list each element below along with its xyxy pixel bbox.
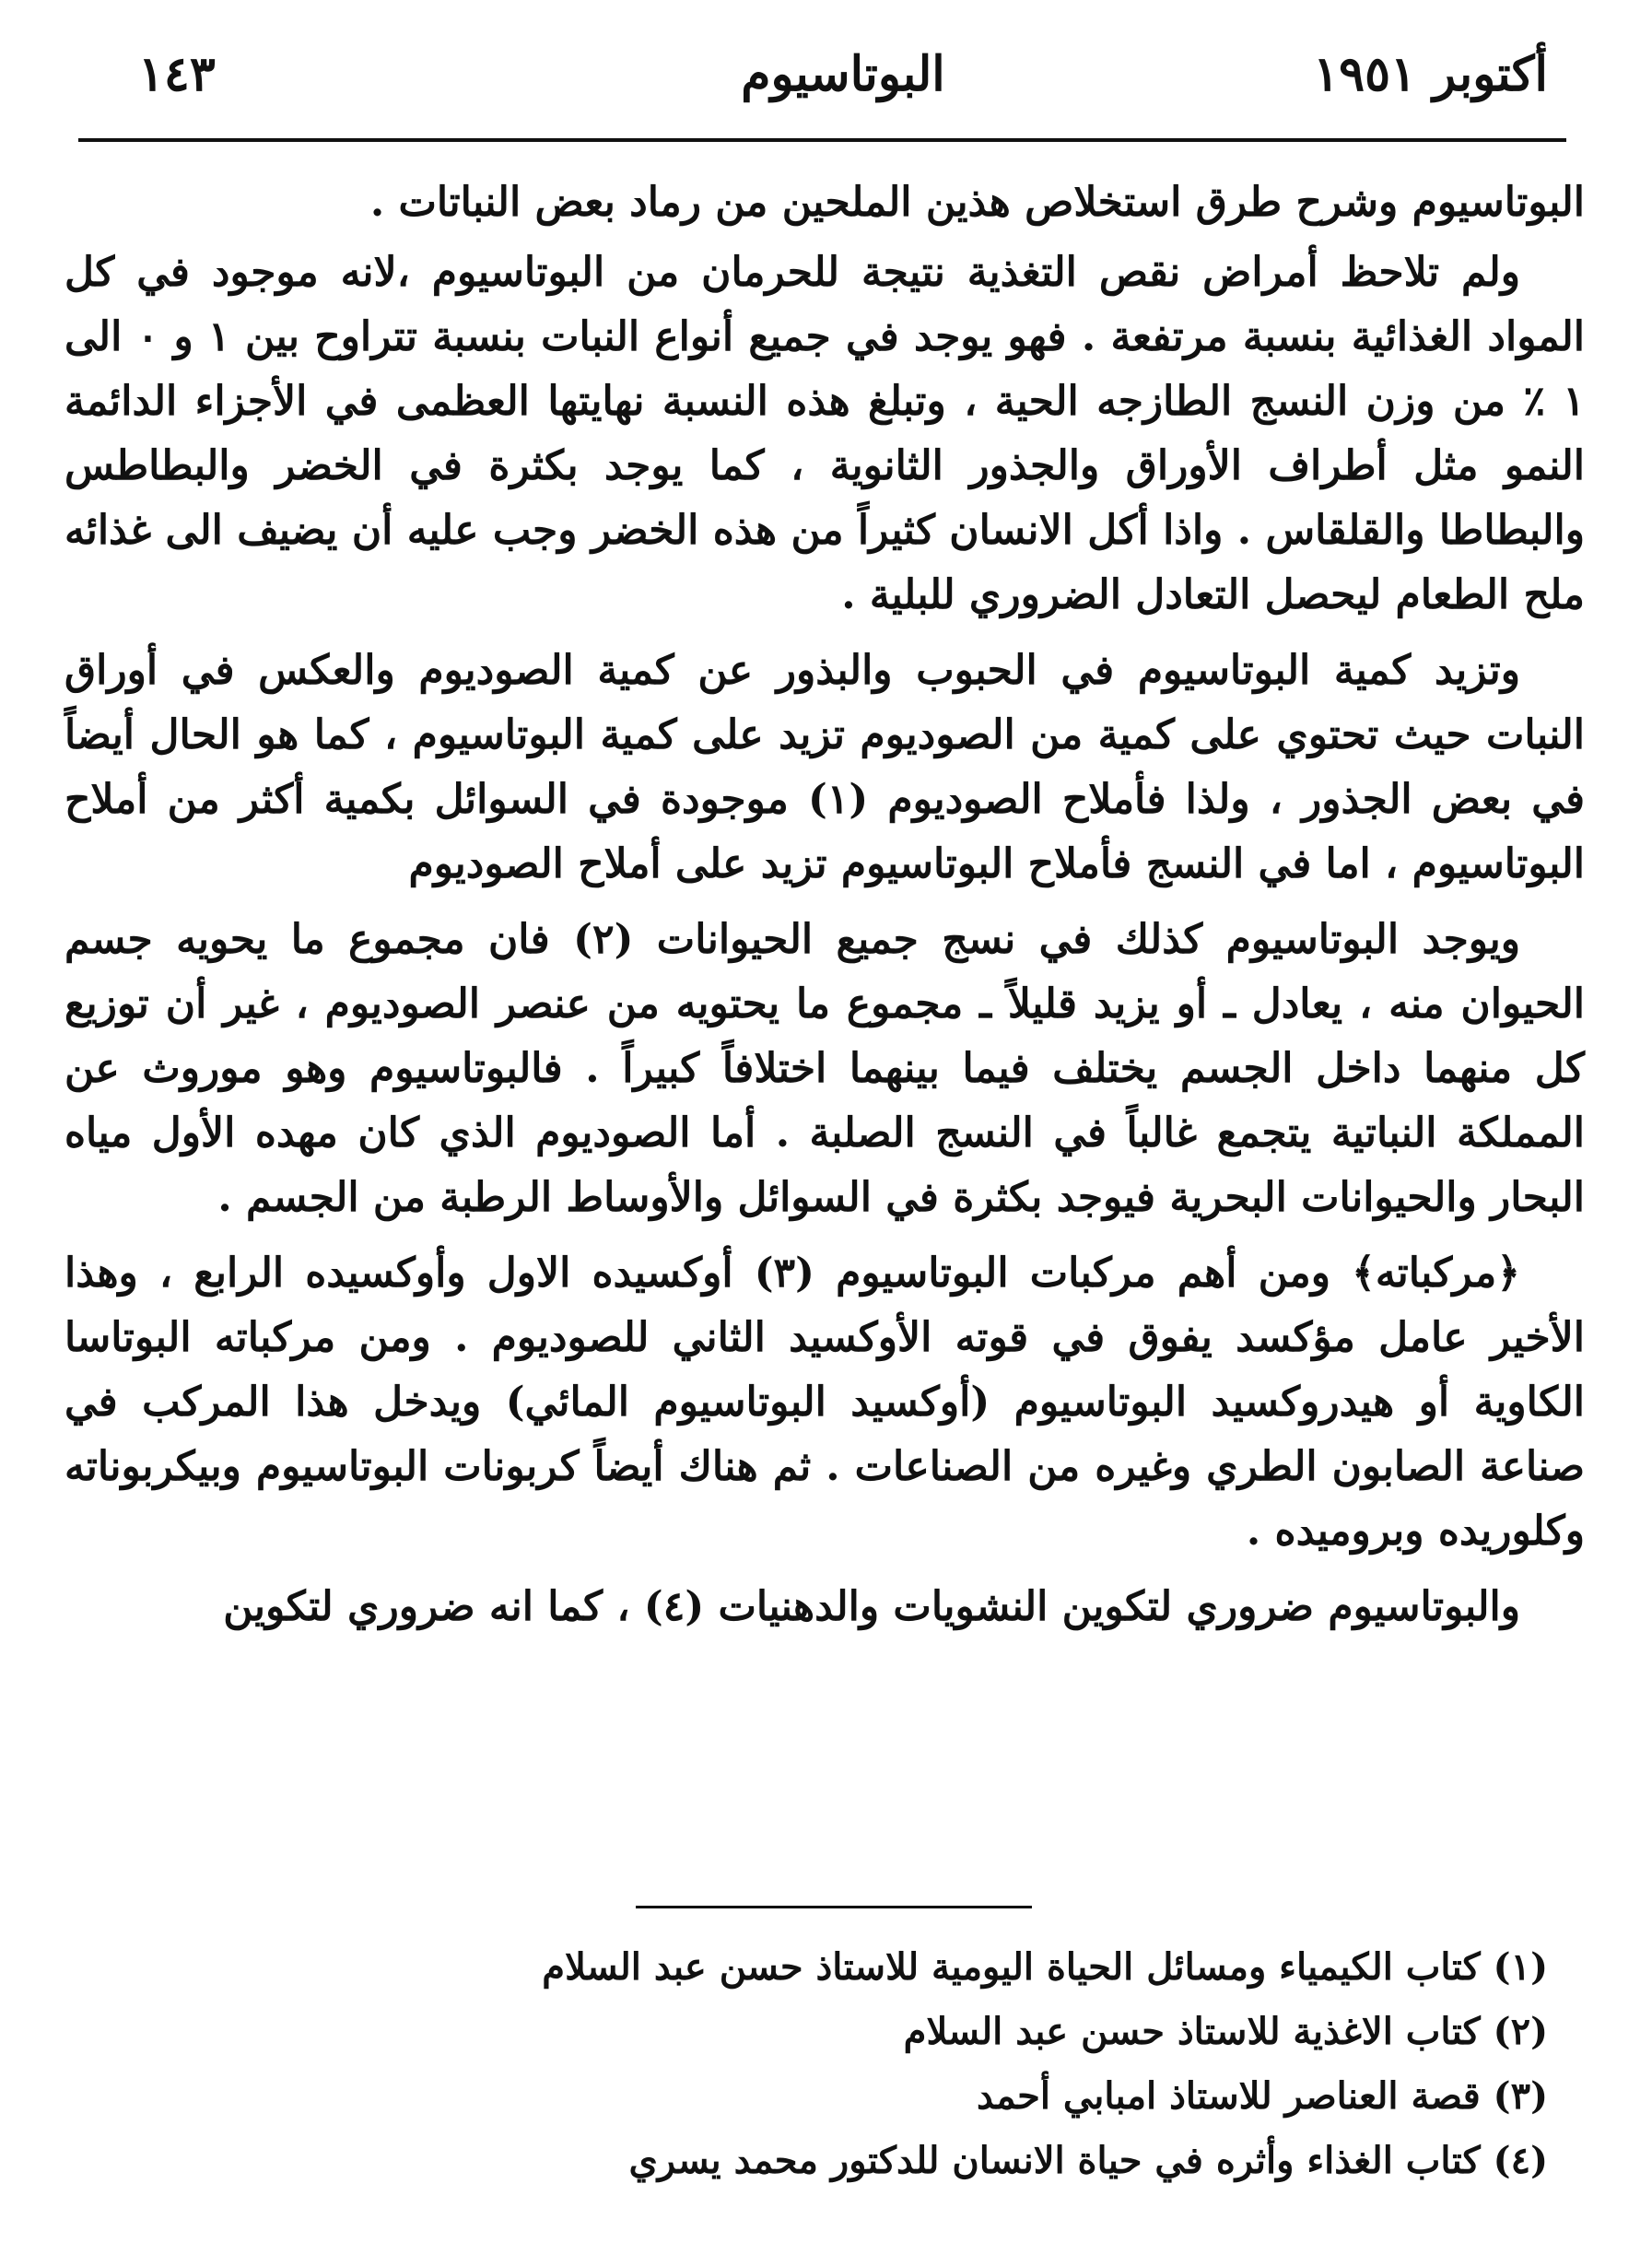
footnotes xyxy=(230,1935,1548,2193)
footnote-rule xyxy=(636,1906,1032,1908)
header-page-number: ١٤٣ xyxy=(138,46,216,102)
header-date: أكتوبر ١٩٥١ xyxy=(1313,46,1548,102)
paragraph-5: ﴿مركباته﴾ ومن أهم مركبات البوتاسيوم (٣) أوكسيده الاول وأوكسيده الرابع ، وهذا الأخير عامل مؤكسد يفوق في قوته الأوكسيد الثاني للصوديوم . ومن مركباته البوتاسا الكاوية أو هيدروكسيد البوتاسيوم (أوكسيد البوتاسيوم المائي) ويدخل هذا المركب في صناعة الصابون الطري وغيره من الصناعات . ثم هناك أيضاً كربونات البوتاسيوم وبيكربوناته وكلوريده وبروميده . xyxy=(64,1250,1585,1555)
paragraph-1: البوتاسيوم وشرح طرق استخلاص هذين الملحين من رماد بعض النباتات . xyxy=(369,179,1585,226)
header-title: البوتاسيوم xyxy=(741,46,945,102)
header-rule xyxy=(78,138,1566,142)
paragraph-3: وتزيد كمية البوتاسيوم في الحبوب والبذور عن كمية الصوديوم والعكس في أوراق النبات حيث تحتوي على كمية من الصوديوم تزيد على كمية البوتاسيوم ، كما هو الحال أيضاً في بعض الجذور ، ولذا فأملاح الصوديوم (١) موجودة في السوائل بكمية أكثر من أملاح البوتاسيوم ، اما في النسج فأملاح البوتاسيوم تزيد على أملاح الصوديوم xyxy=(64,647,1585,887)
footnote-2: (٢) كتاب الاغذية للاستاذ حسن عبد السلام xyxy=(903,2010,1548,2053)
article-body xyxy=(64,170,1585,1650)
paragraph-6: والبوتاسيوم ضروري لتكوين النشويات والدهنيات (٤) ، كما انه ضروري لتكوين xyxy=(223,1583,1520,1630)
page-header xyxy=(138,37,1548,120)
footnote-4: (٤) كتاب الغذاء وأثره في حياة الانسان للدكتور محمد يسري xyxy=(628,2139,1548,2182)
footnote-1: (١) كتاب الكيمياء ومسائل الحياة اليومية للاستاذ حسن عبد السلام xyxy=(542,1945,1548,1989)
paragraph-4: ويوجد البوتاسيوم كذلك في نسج جميع الحيوانات (٢) فان مجموع ما يحويه جسم الحيوان منه ، يعادل ـ أو يزيد قليلاً ـ مجموع ما يحتويه من عنصر الصوديوم ، غير أن توزيع كل منهما داخل الجسم يختلف فيما بينهما اختلافاً كبيراً . فالبوتاسيوم وهو موروث عن المملكة النباتية يتجمع غالباً في النسج الصلبة . أما الصوديوم الذي كان مهده الأول مياه البحار والحيوانات البحرية فيوجد بكثرة في السوائل والأوساط الرطبة من الجسم . xyxy=(64,916,1585,1221)
footnote-3: (٣) قصة العناصر للاستاذ امبابي أحمد xyxy=(977,2074,1548,2118)
paragraph-2: ولم تلاحظ أمراض نقص التغذية نتيجة للحرمان من البوتاسيوم ،لانه موجود في كل المواد الغذائية بنسبة مرتفعة . فهو يوجد في جميع أنواع النبات بنسبة تتراوح بين ١ و ٠ الى ١ ٪ من وزن النسج الطازجه الحية ، وتبلغ هذه النسبة نهايتها العظمى في الأجزاء الدائمة النمو مثل أطراف الأوراق والجذور الثانوية ، كما يوجد بكثرة في الخضر والبطاطس والبطاطا والقلقاس . واذا أكل الانسان كثيراً من هذه الخضر وجب عليه أن يضيف الى غذائه ملح الطعام ليحصل التعادل الضروري للبلية . xyxy=(64,249,1585,618)
